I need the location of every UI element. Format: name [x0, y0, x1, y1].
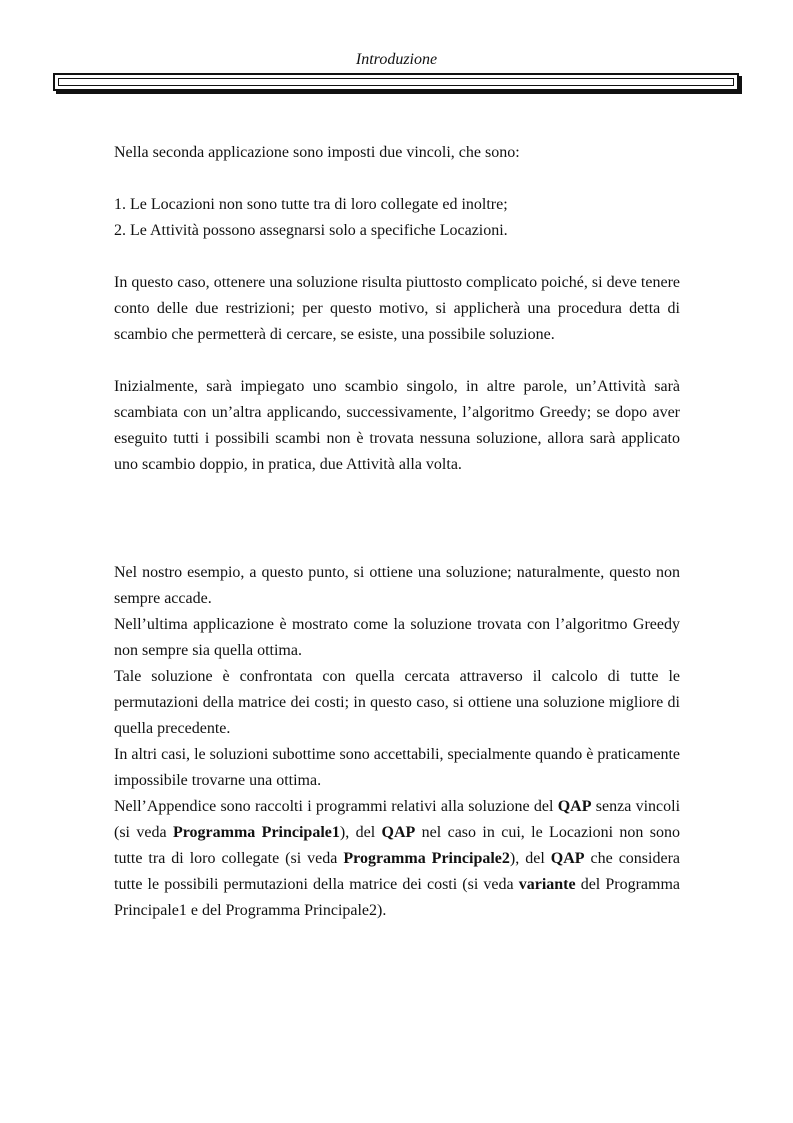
- paragraph-permutations: Tale soluzione è confrontata con quella cercata attraverso il calcolo di tutte le permutazioni della matrice dei costi; in questo caso, si ottiene una soluzione migliore di quella precedente.: [114, 668, 680, 737]
- appendix-bold-programma-1: Programma Principale1: [172, 824, 340, 841]
- appendix-bold-qap-3: QAP: [550, 850, 585, 867]
- appendix-text-4: nel caso in cui, le Locazioni non sono tutte tra di loro collegate (si veda: [114, 824, 680, 867]
- paragraph-example-result: Nel nostro esempio, a questo punto, si ottiene una soluzione; naturalmente, questo non sempre accade.: [114, 564, 680, 607]
- appendix-text-7: del Programma Principale1 e del Programma Principale2).: [114, 876, 680, 919]
- paragraph-last-application: Nell’ultima applicazione è mostrato come la soluzione trovata con l’algoritmo Greedy non sempre sia quella ottima.: [114, 616, 680, 659]
- intro-paragraph: Nella seconda applicazione sono imposti due vincoli, che sono:: [114, 144, 520, 161]
- appendix-bold-qap-2: QAP: [381, 824, 416, 841]
- page-header-title: Introduzione: [355, 51, 438, 68]
- list-item-1: 1. Le Locazioni non sono tutte tra di loro collegate ed inoltre;: [114, 196, 508, 213]
- header-double-rule: [53, 73, 739, 91]
- paragraph-single-exchange: Inizialmente, sarà impiegato uno scambio singolo, in altre parole, un’Attività sarà scambiata con un’altra applicando, successivamente, l’algoritmo Greedy; se dopo aver eseguito tutti i possibili scambi non è trovata nessuna soluzione, allora sarà applicato uno scambio doppio, in pratica, due Attività alla volta.: [114, 378, 680, 473]
- appendix-bold-variante: variante: [518, 876, 576, 893]
- appendix-text-3: ), del: [339, 824, 382, 841]
- appendix-text-6: che considera tutte le possibili permutazioni della matrice dei costi (si veda: [114, 850, 681, 893]
- appendix-text-2: senza vincoli (si veda: [114, 798, 681, 841]
- paragraph-exchange-procedure: In questo caso, ottenere una soluzione risulta piuttosto complicato poiché, si deve tenere conto delle due restrizioni; per questo motivo, si applicherà una procedura detta di scambio che permetterà di cercare, se esiste, una possibile soluzione.: [114, 274, 680, 343]
- appendix-text-5: ), del: [509, 850, 551, 867]
- paragraph-appendix: [114, 794, 680, 924]
- paragraph-suboptimal: In altri casi, le soluzioni subottime sono accettabili, specialmente quando è praticamente impossibile trovarne una ottima.: [114, 746, 680, 789]
- appendix-bold-programma-2: Programma Principale2: [343, 850, 510, 867]
- appendix-bold-qap-1: QAP: [557, 798, 592, 815]
- list-item-2: 2. Le Attività possono assegnarsi solo a specifiche Locazioni.: [114, 222, 508, 239]
- appendix-text-1: Nell’Appendice sono raccolti i programmi relativi alla soluzione del: [114, 798, 558, 815]
